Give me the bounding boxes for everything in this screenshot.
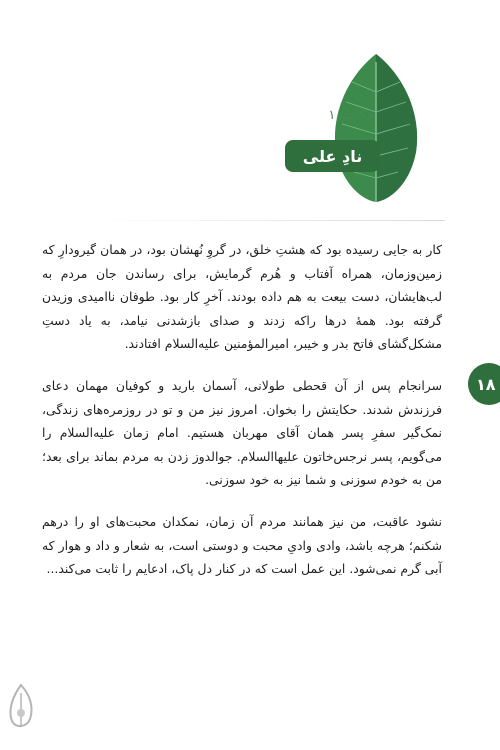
story-title: نادِ علی bbox=[302, 146, 363, 166]
page-number: ۱۸ bbox=[476, 374, 496, 394]
paragraph-2: سرانجام پس از آن قحطی طولانی، آسمان بارید و کوفیان مهمان دعای فرزندش شدند. حکایتش را بخوان. امروز نیز من و تو در روزمره‌های زندگی، نمک‌گیر سفرِ پسر همان آقای مهربان هستیم. امام زمان علیه‌السلام را می‌گویم، پسر نرجس‌خاتون علیهاالسلام. جوالدوز زدن به مردم بماند برای بعد؛ من به خودم سوزنی و شما نیز به خود سوزنی. bbox=[42, 377, 442, 488]
publisher-logo-icon bbox=[4, 683, 38, 733]
leaf-decoration bbox=[330, 52, 422, 204]
body-text bbox=[42, 238, 442, 599]
story-label: حکایت ۱ bbox=[328, 108, 375, 123]
paragraph-1: کار به جایی رسیده بود که هشتِ خلق، در گروِ نُهشان بود، در همان گیرودارِ که زمین‌وزمان، همراه آفتاب و هُرم گرمایش، برای رساندن جان مردم به لب‌هایشان، دست بیعت به هم داده بودند. آخرِ کار بود. طوفان ناامیدی وزیدن گرفته بود. همهٔ درها راکه زدند و صدای بازشدنی نیامد، به یاد دستِ مشکل‌گشای فاتح بدر و خیبر، امیرالمؤمنین علیه‌السلام افتادند. bbox=[42, 242, 442, 352]
divider bbox=[90, 220, 445, 221]
title-box bbox=[285, 140, 380, 172]
paragraph-3: نشود عاقبت، من نیز همانند مردم آن زمان، نمکدان محبت‌های او را درهم شکنم؛ هرچه باشد، وادی وادیِ محبت و دوستی است، به شعار و داد و هوار که آبی گرم نمی‌شود. این عمل است که در کنار دل پاک، ادعایم را ثابت می‌کند... bbox=[42, 513, 442, 577]
page-number-badge bbox=[468, 363, 500, 405]
